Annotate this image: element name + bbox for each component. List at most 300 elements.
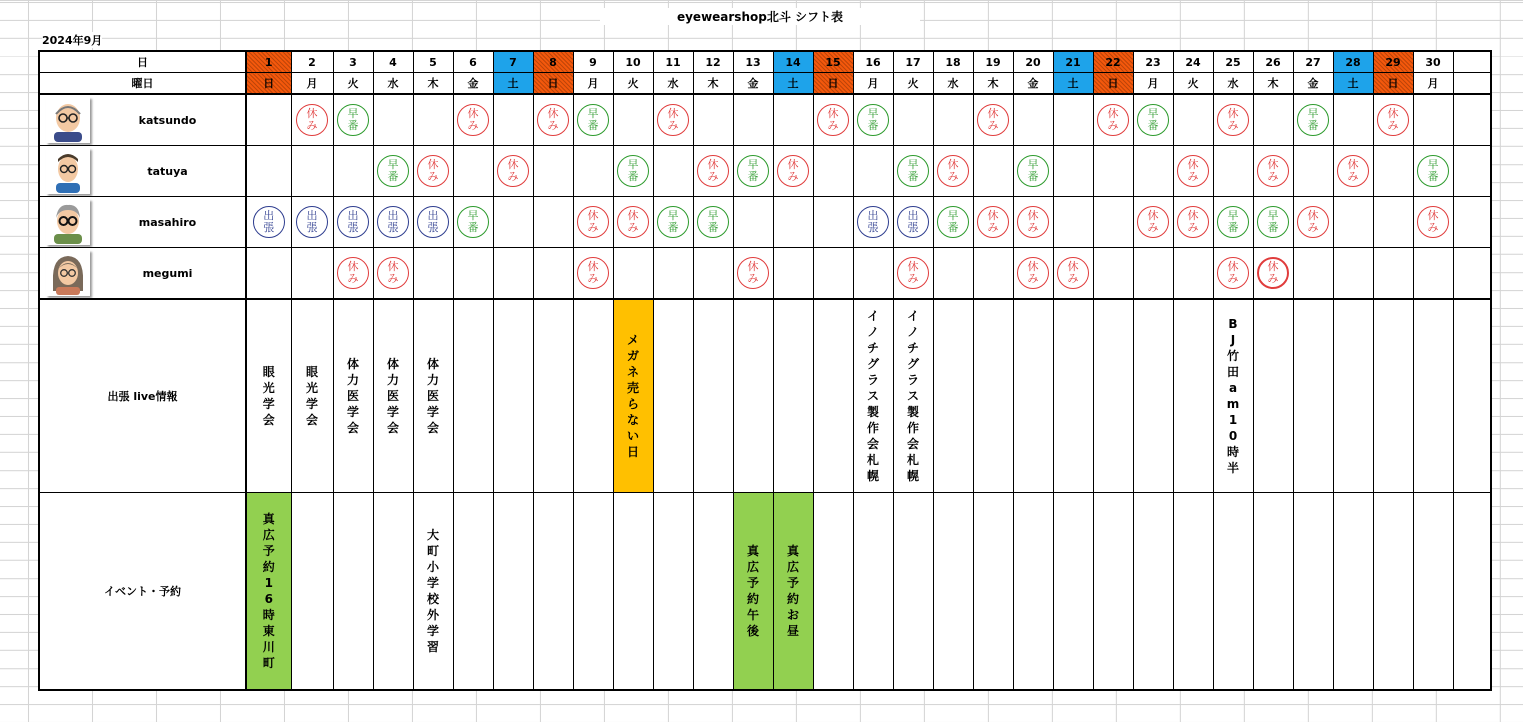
- shift-cell[interactable]: [693, 197, 733, 248]
- trip-stamp-icon: [337, 206, 369, 238]
- shift-cell[interactable]: [1253, 197, 1293, 248]
- info-cell[interactable]: [773, 299, 813, 493]
- shift-cell[interactable]: [1213, 248, 1253, 300]
- rest-stamp-icon: [657, 104, 689, 136]
- day-number-cell[interactable]: 16: [853, 51, 893, 73]
- shift-cell[interactable]: [453, 248, 493, 300]
- shift-cell[interactable]: [1413, 94, 1453, 146]
- info-cell[interactable]: [333, 299, 373, 493]
- weekday-cell[interactable]: 日: [1373, 73, 1413, 95]
- early-stamp-icon: [857, 104, 889, 136]
- weekday-cell[interactable]: 金: [1013, 73, 1053, 95]
- weekday-cell[interactable]: 水: [373, 73, 413, 95]
- stamp-bottom-char: み: [987, 221, 999, 234]
- trip-stamp-icon: [897, 206, 929, 238]
- day-number-cell[interactable]: 8: [533, 51, 573, 73]
- weekday-cell[interactable]: [1453, 73, 1491, 95]
- stamp-top-char: 早: [1267, 209, 1279, 222]
- shift-cell[interactable]: [733, 197, 773, 248]
- info-text: イノチグラス製作会札幌: [866, 309, 879, 483]
- shift-cell[interactable]: [1253, 248, 1293, 300]
- weekday-cell[interactable]: 日: [813, 73, 853, 95]
- day-number-cell[interactable]: 10: [613, 51, 653, 73]
- event-cell[interactable]: [733, 493, 773, 691]
- shift-cell[interactable]: [493, 197, 533, 248]
- event-cell[interactable]: [773, 493, 813, 691]
- shift-cell[interactable]: [693, 146, 733, 197]
- event-cell[interactable]: [1093, 493, 1133, 691]
- shift-cell[interactable]: [1253, 146, 1293, 197]
- stamp-bottom-char: み: [427, 170, 439, 183]
- weekday-cell[interactable]: 月: [1133, 73, 1173, 95]
- weekday-cell[interactable]: 木: [1253, 73, 1293, 95]
- weekday-cell[interactable]: 金: [453, 73, 493, 95]
- shift-cell[interactable]: [1013, 248, 1053, 300]
- shift-cell[interactable]: [373, 248, 413, 300]
- event-cell[interactable]: [246, 493, 291, 691]
- weekday-cell[interactable]: 火: [893, 73, 933, 95]
- shift-cell[interactable]: [291, 197, 333, 248]
- shift-cell[interactable]: [246, 94, 291, 146]
- staff-info: [40, 95, 245, 145]
- shift-cell[interactable]: [333, 197, 373, 248]
- info-cell[interactable]: [653, 299, 693, 493]
- stamp-bottom-char: み: [1267, 170, 1279, 183]
- shift-cell[interactable]: [973, 248, 1013, 300]
- event-cell[interactable]: [1213, 493, 1253, 691]
- event-cell[interactable]: [853, 493, 893, 691]
- day-number-cell[interactable]: 29: [1373, 51, 1413, 73]
- shift-cell[interactable]: [1013, 146, 1053, 197]
- stamp-top-char: 早: [467, 209, 479, 222]
- event-cell[interactable]: [1373, 493, 1413, 691]
- day-number-cell[interactable]: 15: [813, 51, 853, 73]
- shift-cell[interactable]: [693, 94, 733, 146]
- stamp-top-char: 休: [1227, 260, 1239, 273]
- day-number-cell[interactable]: 17: [893, 51, 933, 73]
- shift-cell[interactable]: [1333, 146, 1373, 197]
- event-cell[interactable]: [533, 493, 573, 691]
- shift-cell[interactable]: [373, 146, 413, 197]
- rest-stamp-icon: [1297, 206, 1329, 238]
- shift-cell[interactable]: [1453, 197, 1491, 248]
- stamp-bottom-char: 番: [667, 221, 679, 234]
- event-cell[interactable]: [813, 493, 853, 691]
- info-cell[interactable]: [453, 299, 493, 493]
- weekday-cell[interactable]: 土: [493, 73, 533, 95]
- shift-cell[interactable]: [333, 248, 373, 300]
- shift-cell[interactable]: [973, 197, 1013, 248]
- weekday-cell[interactable]: 金: [1293, 73, 1333, 95]
- stamp-top-char: 休: [1147, 209, 1159, 222]
- shift-cell[interactable]: [1173, 94, 1213, 146]
- weekday-cell[interactable]: 日: [246, 73, 291, 95]
- shift-cell[interactable]: [933, 146, 973, 197]
- shift-cell[interactable]: [1013, 94, 1053, 146]
- shift-cell[interactable]: [453, 146, 493, 197]
- shift-cell[interactable]: [413, 94, 453, 146]
- shift-cell[interactable]: [853, 248, 893, 300]
- shift-cell[interactable]: [1373, 94, 1413, 146]
- shift-cell[interactable]: [1093, 248, 1133, 300]
- shift-cell[interactable]: [1133, 94, 1173, 146]
- event-cell[interactable]: [333, 493, 373, 691]
- shift-cell[interactable]: [1333, 94, 1373, 146]
- event-cell[interactable]: [493, 493, 533, 691]
- weekday-cell[interactable]: 土: [1333, 73, 1373, 95]
- event-cell[interactable]: [1453, 493, 1491, 691]
- shift-cell[interactable]: [246, 146, 291, 197]
- info-cell[interactable]: [1053, 299, 1093, 493]
- shift-cell[interactable]: [573, 146, 613, 197]
- info-cell[interactable]: [933, 299, 973, 493]
- info-cell[interactable]: [1133, 299, 1173, 493]
- shift-cell[interactable]: [973, 146, 1013, 197]
- event-cell[interactable]: [1053, 493, 1093, 691]
- stamp-bottom-char: み: [306, 119, 318, 132]
- stamp-top-char: 早: [747, 158, 759, 171]
- shift-cell[interactable]: [533, 197, 573, 248]
- event-cell[interactable]: [1293, 493, 1333, 691]
- shift-cell[interactable]: [1093, 94, 1133, 146]
- shift-cell[interactable]: [613, 94, 653, 146]
- shift-cell[interactable]: [291, 248, 333, 300]
- shift-cell[interactable]: [733, 146, 773, 197]
- day-number-cell[interactable]: 21: [1053, 51, 1093, 73]
- day-number-cell[interactable]: 1: [246, 51, 291, 73]
- day-number-cell[interactable]: [1453, 51, 1491, 73]
- info-cell[interactable]: [733, 299, 773, 493]
- shift-cell[interactable]: [653, 146, 693, 197]
- day-number-cell[interactable]: 22: [1093, 51, 1133, 73]
- shift-cell[interactable]: [1413, 197, 1453, 248]
- shift-cell[interactable]: [773, 248, 813, 300]
- shift-cell[interactable]: [853, 197, 893, 248]
- info-cell[interactable]: [1373, 299, 1413, 493]
- shift-cell[interactable]: [1013, 197, 1053, 248]
- weekday-cell[interactable]: 月: [853, 73, 893, 95]
- event-cell[interactable]: [653, 493, 693, 691]
- shift-cell[interactable]: [291, 146, 333, 197]
- weekday-cell[interactable]: 木: [693, 73, 733, 95]
- weekday-cell[interactable]: 月: [291, 73, 333, 95]
- rest-stamp-icon: [337, 257, 369, 289]
- shift-cell[interactable]: [933, 197, 973, 248]
- shift-cell[interactable]: [413, 197, 453, 248]
- staff-name: katsundo: [138, 113, 197, 127]
- shift-cell[interactable]: [1453, 248, 1491, 300]
- event-cell[interactable]: [613, 493, 653, 691]
- weekday-cell[interactable]: 土: [773, 73, 813, 95]
- shift-cell[interactable]: [573, 248, 613, 300]
- shift-cell[interactable]: [1333, 197, 1373, 248]
- day-number-cell[interactable]: 28: [1333, 51, 1373, 73]
- stamp-top-char: 休: [787, 158, 799, 171]
- day-number-cell[interactable]: 5: [413, 51, 453, 73]
- info-cell[interactable]: [573, 299, 613, 493]
- weekday-cell[interactable]: 土: [1053, 73, 1093, 95]
- info-row: [39, 299, 1491, 493]
- info-cell[interactable]: [413, 299, 453, 493]
- event-cell[interactable]: [933, 493, 973, 691]
- info-text: メガネ売らない日: [626, 333, 639, 459]
- info-cell[interactable]: [1293, 299, 1333, 493]
- info-cell[interactable]: [973, 299, 1013, 493]
- shift-cell[interactable]: [453, 197, 493, 248]
- shift-cell[interactable]: [1133, 248, 1173, 300]
- shift-cell[interactable]: [493, 146, 533, 197]
- stamp-bottom-char: 番: [947, 221, 959, 234]
- shift-cell[interactable]: [493, 94, 533, 146]
- weekday-cell[interactable]: 木: [973, 73, 1013, 95]
- shift-cell[interactable]: [1213, 94, 1253, 146]
- shift-cell[interactable]: [1373, 197, 1413, 248]
- info-cell[interactable]: [1093, 299, 1133, 493]
- day-number-cell[interactable]: 30: [1413, 51, 1453, 73]
- shift-cell[interactable]: [1053, 94, 1093, 146]
- info-cell[interactable]: [1013, 299, 1053, 493]
- event-cell[interactable]: [453, 493, 493, 691]
- trip-stamp-icon: [253, 206, 285, 238]
- day-number-cell[interactable]: 11: [653, 51, 693, 73]
- rest-stamp-icon: [977, 104, 1009, 136]
- shift-cell[interactable]: [933, 94, 973, 146]
- shift-cell[interactable]: [773, 94, 813, 146]
- day-number-cell[interactable]: 9: [573, 51, 613, 73]
- day-number-cell[interactable]: 27: [1293, 51, 1333, 73]
- early-stamp-icon: [1297, 104, 1329, 136]
- info-cell[interactable]: [1213, 299, 1253, 493]
- info-cell[interactable]: [493, 299, 533, 493]
- shift-cell[interactable]: [1453, 146, 1491, 197]
- stamp-bottom-char: み: [507, 170, 519, 183]
- shift-cell[interactable]: [1373, 248, 1413, 300]
- weekday-cell[interactable]: 木: [413, 73, 453, 95]
- day-number-cell[interactable]: 4: [373, 51, 413, 73]
- shift-cell[interactable]: [853, 94, 893, 146]
- shift-cell[interactable]: [853, 146, 893, 197]
- day-number-cell[interactable]: 26: [1253, 51, 1293, 73]
- shift-cell[interactable]: [733, 94, 773, 146]
- month-label: 2024年9月: [42, 34, 103, 47]
- shift-cell[interactable]: [893, 197, 933, 248]
- staff-row-katsundo: [39, 94, 1491, 146]
- shift-cell[interactable]: [933, 248, 973, 300]
- shift-cell[interactable]: [1093, 197, 1133, 248]
- stamp-bottom-char: み: [547, 119, 559, 132]
- shift-cell[interactable]: [373, 197, 413, 248]
- shift-cell[interactable]: [1173, 146, 1213, 197]
- day-number-cell[interactable]: 23: [1133, 51, 1173, 73]
- shift-cell[interactable]: [813, 94, 853, 146]
- day-number-cell[interactable]: 25: [1213, 51, 1253, 73]
- shift-cell[interactable]: [1413, 248, 1453, 300]
- staff-info: [40, 197, 245, 247]
- info-cell[interactable]: [1253, 299, 1293, 493]
- weekday-cell[interactable]: 火: [613, 73, 653, 95]
- shift-cell[interactable]: [1173, 197, 1213, 248]
- stamp-top-char: 早: [347, 107, 359, 120]
- shift-cell[interactable]: [1293, 197, 1333, 248]
- shift-cell[interactable]: [413, 248, 453, 300]
- stamp-top-char: 早: [947, 209, 959, 222]
- info-cell[interactable]: [1453, 299, 1491, 493]
- weekday-cell[interactable]: 水: [653, 73, 693, 95]
- event-cell[interactable]: [413, 493, 453, 691]
- shift-cell[interactable]: [653, 248, 693, 300]
- shift-cell[interactable]: [613, 248, 653, 300]
- shift-cell[interactable]: [693, 248, 733, 300]
- stamp-top-char: 休: [1027, 260, 1039, 273]
- shift-cell[interactable]: [1453, 94, 1491, 146]
- info-cell[interactable]: [893, 299, 933, 493]
- shift-cell[interactable]: [613, 197, 653, 248]
- shift-cell[interactable]: [413, 146, 453, 197]
- shift-cell[interactable]: [773, 146, 813, 197]
- weekday-cell[interactable]: 火: [333, 73, 373, 95]
- shift-cell[interactable]: [1413, 146, 1453, 197]
- event-cell[interactable]: [1133, 493, 1173, 691]
- shift-cell[interactable]: [333, 146, 373, 197]
- stamp-bottom-char: 張: [907, 221, 919, 234]
- shift-cell[interactable]: [973, 94, 1013, 146]
- shift-cell[interactable]: [533, 94, 573, 146]
- stamp-top-char: 休: [387, 260, 399, 273]
- shift-cell[interactable]: [1333, 248, 1373, 300]
- day-number-cell[interactable]: 14: [773, 51, 813, 73]
- day-number-cell[interactable]: 13: [733, 51, 773, 73]
- event-cell[interactable]: [973, 493, 1013, 691]
- info-cell[interactable]: [1413, 299, 1453, 493]
- info-cell[interactable]: [246, 299, 291, 493]
- rest-stamp-icon: [977, 206, 1009, 238]
- event-cell[interactable]: [1333, 493, 1373, 691]
- rest-stamp-icon: [1177, 155, 1209, 187]
- info-text: 体力医学会: [386, 357, 399, 435]
- day-number-cell[interactable]: 20: [1013, 51, 1053, 73]
- info-cell[interactable]: [533, 299, 573, 493]
- shift-cell[interactable]: [1373, 146, 1413, 197]
- shift-cell[interactable]: [533, 146, 573, 197]
- info-cell[interactable]: [613, 299, 653, 493]
- staff-row-megumi: [39, 248, 1491, 300]
- event-cell[interactable]: [1253, 493, 1293, 691]
- shift-cell[interactable]: [1093, 146, 1133, 197]
- info-cell[interactable]: [853, 299, 893, 493]
- event-cell[interactable]: [893, 493, 933, 691]
- info-cell[interactable]: [373, 299, 413, 493]
- shift-cell[interactable]: [1133, 146, 1173, 197]
- shift-cell[interactable]: [813, 248, 853, 300]
- shift-cell[interactable]: [1293, 248, 1333, 300]
- shift-cell[interactable]: [1173, 248, 1213, 300]
- staff-name: megumi: [142, 266, 193, 280]
- shift-cell[interactable]: [453, 94, 493, 146]
- shift-cell[interactable]: [893, 94, 933, 146]
- stamp-top-char: 休: [587, 209, 599, 222]
- shift-cell[interactable]: [573, 197, 613, 248]
- event-cell[interactable]: [1173, 493, 1213, 691]
- event-cell[interactable]: [1413, 493, 1453, 691]
- early-stamp-icon: [1137, 104, 1169, 136]
- shift-cell[interactable]: [1213, 146, 1253, 197]
- info-cell[interactable]: [1333, 299, 1373, 493]
- day-number-cell[interactable]: 18: [933, 51, 973, 73]
- day-number-cell[interactable]: 7: [493, 51, 533, 73]
- shift-cell[interactable]: [333, 94, 373, 146]
- stamp-top-char: 早: [387, 158, 399, 171]
- shift-cell[interactable]: [893, 146, 933, 197]
- shift-cell[interactable]: [1133, 197, 1173, 248]
- weekday-cell[interactable]: 日: [1093, 73, 1133, 95]
- shift-cell[interactable]: [246, 197, 291, 248]
- weekday-cell[interactable]: 金: [733, 73, 773, 95]
- shift-cell[interactable]: [1253, 94, 1293, 146]
- weekday-row: [39, 73, 1491, 95]
- shift-cell[interactable]: [291, 94, 333, 146]
- early-stamp-icon: [617, 155, 649, 187]
- shift-cell[interactable]: [373, 94, 413, 146]
- day-number-cell[interactable]: 3: [333, 51, 373, 73]
- weekday-cell[interactable]: 月: [573, 73, 613, 95]
- weekday-cell[interactable]: 日: [533, 73, 573, 95]
- event-row: [39, 493, 1491, 691]
- shift-cell[interactable]: [1213, 197, 1253, 248]
- shift-cell[interactable]: [246, 248, 291, 300]
- day-number-cell[interactable]: 24: [1173, 51, 1213, 73]
- shift-cell[interactable]: [1053, 146, 1093, 197]
- shift-cell[interactable]: [893, 248, 933, 300]
- day-number-cell[interactable]: 12: [693, 51, 733, 73]
- stamp-top-char: 休: [587, 260, 599, 273]
- shift-cell[interactable]: [1053, 197, 1093, 248]
- shift-cell[interactable]: [493, 248, 533, 300]
- shift-cell[interactable]: [733, 248, 773, 300]
- stamp-bottom-char: 番: [1227, 221, 1239, 234]
- day-number-cell[interactable]: 19: [973, 51, 1013, 73]
- stamp-bottom-char: み: [1227, 272, 1239, 285]
- info-text: 眼光学会: [262, 365, 275, 427]
- day-number-cell[interactable]: 2: [291, 51, 333, 73]
- shift-cell[interactable]: [653, 94, 693, 146]
- early-stamp-icon: [937, 206, 969, 238]
- shift-cell[interactable]: [653, 197, 693, 248]
- event-cell[interactable]: [373, 493, 413, 691]
- shift-cell[interactable]: [773, 197, 813, 248]
- shift-cell[interactable]: [1293, 146, 1333, 197]
- event-cell[interactable]: [291, 493, 333, 691]
- shift-cell[interactable]: [533, 248, 573, 300]
- event-cell[interactable]: [573, 493, 613, 691]
- event-cell[interactable]: [693, 493, 733, 691]
- shift-cell[interactable]: [1293, 94, 1333, 146]
- shift-cell[interactable]: [813, 146, 853, 197]
- event-cell[interactable]: [1013, 493, 1053, 691]
- shift-cell[interactable]: [1053, 248, 1093, 300]
- weekday-cell[interactable]: 水: [1213, 73, 1253, 95]
- weekday-cell[interactable]: 火: [1173, 73, 1213, 95]
- day-number-cell[interactable]: 6: [453, 51, 493, 73]
- weekday-cell[interactable]: 月: [1413, 73, 1453, 95]
- info-cell[interactable]: [291, 299, 333, 493]
- shift-cell[interactable]: [813, 197, 853, 248]
- shift-cell[interactable]: [613, 146, 653, 197]
- shift-cell[interactable]: [573, 94, 613, 146]
- info-cell[interactable]: [813, 299, 853, 493]
- info-cell[interactable]: [1173, 299, 1213, 493]
- weekday-cell[interactable]: 水: [933, 73, 973, 95]
- info-cell[interactable]: [693, 299, 733, 493]
